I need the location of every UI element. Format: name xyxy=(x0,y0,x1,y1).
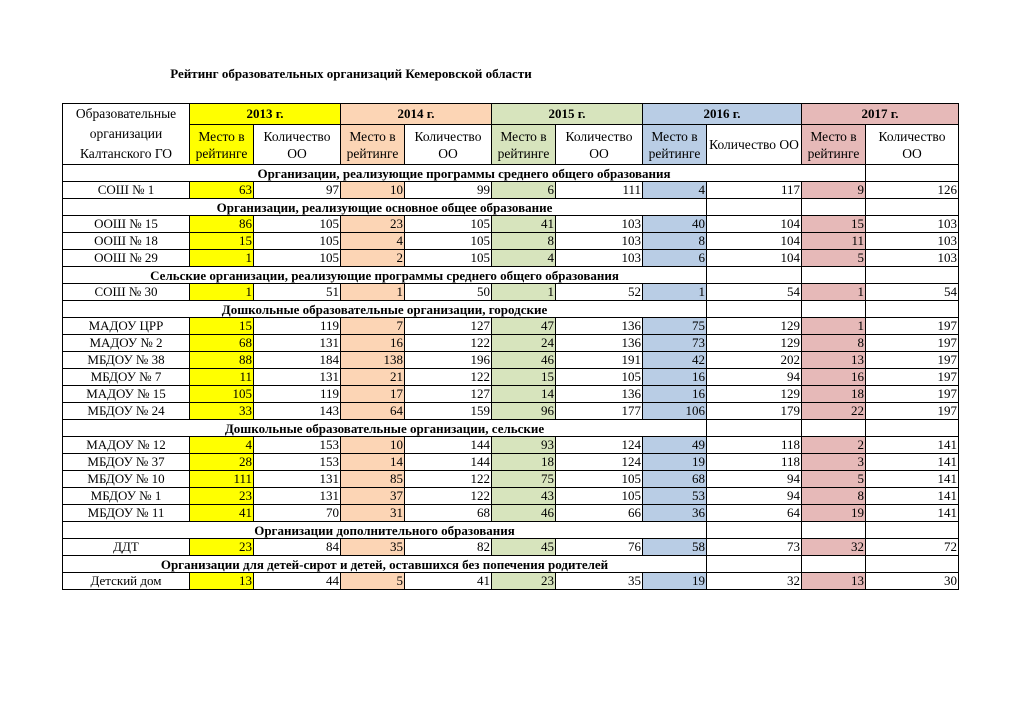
count-cell-2013: 119 xyxy=(254,318,341,335)
place-cell-2014: 16 xyxy=(341,335,405,352)
count-cell-2015: 136 xyxy=(556,386,643,403)
org-name: МАДОУ № 2 xyxy=(63,335,190,352)
place-cell-2015: 41 xyxy=(492,216,556,233)
count-cell-2017: 141 xyxy=(866,454,959,471)
count-cell-2014: 41 xyxy=(405,573,492,590)
org-column-header: Образовательные организации Калтанского ГО xyxy=(63,104,190,165)
place-cell-2013: 15 xyxy=(190,233,254,250)
place-cell-2013: 23 xyxy=(190,539,254,556)
blank-cell xyxy=(866,301,959,318)
place-cell-2014: 85 xyxy=(341,471,405,488)
place-cell-2015: 14 xyxy=(492,386,556,403)
count-cell-2016: 129 xyxy=(707,335,802,352)
count-header-2013: Количество ОО xyxy=(254,125,341,165)
place-header-2015: Место в рейтинге xyxy=(492,125,556,165)
place-cell-2017: 9 xyxy=(802,182,866,199)
org-name: ДДТ xyxy=(63,539,190,556)
blank-cell xyxy=(866,165,959,182)
place-cell-2015: 15 xyxy=(492,369,556,386)
place-cell-2017: 5 xyxy=(802,471,866,488)
count-cell-2013: 131 xyxy=(254,488,341,505)
place-cell-2014: 10 xyxy=(341,182,405,199)
place-cell-2015: 46 xyxy=(492,352,556,369)
count-cell-2015: 66 xyxy=(556,505,643,522)
count-cell-2017: 72 xyxy=(866,539,959,556)
blank-cell xyxy=(866,556,959,573)
blank-cell xyxy=(802,420,866,437)
blank-cell xyxy=(707,199,802,216)
count-cell-2014: 127 xyxy=(405,386,492,403)
section-row xyxy=(63,420,959,437)
count-cell-2014: 105 xyxy=(405,233,492,250)
place-cell-2015: 96 xyxy=(492,403,556,420)
place-cell-2014: 21 xyxy=(341,369,405,386)
count-cell-2016: 129 xyxy=(707,318,802,335)
count-cell-2017: 141 xyxy=(866,437,959,454)
place-cell-2016: 19 xyxy=(643,573,707,590)
count-cell-2016: 129 xyxy=(707,386,802,403)
place-cell-2015: 23 xyxy=(492,573,556,590)
place-cell-2016: 6 xyxy=(643,250,707,267)
count-header-2017: Количество ОО xyxy=(866,125,959,165)
blank-cell xyxy=(802,199,866,216)
count-cell-2015: 103 xyxy=(556,216,643,233)
count-header-2015: Количество ОО xyxy=(556,125,643,165)
place-cell-2013: 68 xyxy=(190,335,254,352)
place-cell-2014: 4 xyxy=(341,233,405,250)
table-row xyxy=(63,250,959,267)
year-header-2016: 2016 г. xyxy=(643,104,802,125)
place-cell-2015: 43 xyxy=(492,488,556,505)
count-cell-2017: 197 xyxy=(866,369,959,386)
org-name: МБДОУ № 37 xyxy=(63,454,190,471)
table-header xyxy=(63,104,959,165)
count-cell-2016: 117 xyxy=(707,182,802,199)
section-label: Организации, реализующие основное общее образование xyxy=(63,199,707,216)
count-cell-2013: 143 xyxy=(254,403,341,420)
count-cell-2014: 127 xyxy=(405,318,492,335)
table-row xyxy=(63,386,959,403)
count-cell-2016: 94 xyxy=(707,488,802,505)
place-cell-2013: 1 xyxy=(190,250,254,267)
blank-cell xyxy=(707,301,802,318)
count-cell-2016: 94 xyxy=(707,471,802,488)
count-cell-2017: 141 xyxy=(866,505,959,522)
blank-cell xyxy=(802,301,866,318)
count-cell-2015: 191 xyxy=(556,352,643,369)
place-cell-2016: 16 xyxy=(643,386,707,403)
org-name: ООШ № 15 xyxy=(63,216,190,233)
place-header-2013: Место в рейтинге xyxy=(190,125,254,165)
place-cell-2013: 41 xyxy=(190,505,254,522)
count-cell-2014: 105 xyxy=(405,250,492,267)
org-name: ООШ № 18 xyxy=(63,233,190,250)
count-cell-2015: 136 xyxy=(556,318,643,335)
document-title: Рейтинг образовательных организаций Кемеровской области xyxy=(170,66,532,81)
table-row xyxy=(63,437,959,454)
count-cell-2017: 54 xyxy=(866,284,959,301)
place-header-2017: Место в рейтинге xyxy=(802,125,866,165)
place-cell-2015: 8 xyxy=(492,233,556,250)
place-cell-2016: 1 xyxy=(643,284,707,301)
count-cell-2015: 103 xyxy=(556,250,643,267)
section-label: Организации для детей-сирот и детей, оставшихся без попечения родителей xyxy=(63,556,707,573)
count-cell-2016: 202 xyxy=(707,352,802,369)
place-cell-2015: 4 xyxy=(492,250,556,267)
place-cell-2013: 1 xyxy=(190,284,254,301)
place-cell-2016: 4 xyxy=(643,182,707,199)
section-row xyxy=(63,556,959,573)
count-cell-2014: 82 xyxy=(405,539,492,556)
count-cell-2016: 73 xyxy=(707,539,802,556)
year-header-2014: 2014 г. xyxy=(341,104,492,125)
section-label: Дошкольные образовательные организации, городские xyxy=(63,301,707,318)
place-cell-2015: 1 xyxy=(492,284,556,301)
place-cell-2014: 5 xyxy=(341,573,405,590)
org-name: МБДОУ № 7 xyxy=(63,369,190,386)
year-header-row xyxy=(63,104,959,125)
count-cell-2014: 50 xyxy=(405,284,492,301)
count-cell-2014: 99 xyxy=(405,182,492,199)
place-cell-2014: 7 xyxy=(341,318,405,335)
blank-cell xyxy=(802,522,866,539)
count-cell-2013: 131 xyxy=(254,369,341,386)
count-cell-2015: 52 xyxy=(556,284,643,301)
count-cell-2015: 76 xyxy=(556,539,643,556)
place-cell-2017: 5 xyxy=(802,250,866,267)
count-cell-2015: 124 xyxy=(556,454,643,471)
place-cell-2016: 16 xyxy=(643,369,707,386)
blank-cell xyxy=(802,556,866,573)
place-cell-2013: 28 xyxy=(190,454,254,471)
place-cell-2017: 13 xyxy=(802,573,866,590)
place-cell-2016: 8 xyxy=(643,233,707,250)
table-row xyxy=(63,403,959,420)
place-cell-2014: 64 xyxy=(341,403,405,420)
place-cell-2014: 138 xyxy=(341,352,405,369)
place-cell-2017: 32 xyxy=(802,539,866,556)
blank-cell xyxy=(866,199,959,216)
place-cell-2015: 6 xyxy=(492,182,556,199)
place-cell-2015: 18 xyxy=(492,454,556,471)
count-cell-2014: 144 xyxy=(405,454,492,471)
count-cell-2016: 94 xyxy=(707,369,802,386)
table-row xyxy=(63,284,959,301)
org-name: МБДОУ № 24 xyxy=(63,403,190,420)
table-row xyxy=(63,352,959,369)
place-cell-2017: 15 xyxy=(802,216,866,233)
place-cell-2016: 58 xyxy=(643,539,707,556)
blank-cell xyxy=(707,267,802,284)
place-cell-2016: 68 xyxy=(643,471,707,488)
count-cell-2015: 105 xyxy=(556,471,643,488)
place-cell-2013: 63 xyxy=(190,182,254,199)
place-cell-2017: 13 xyxy=(802,352,866,369)
section-row xyxy=(63,301,959,318)
org-name: МБДОУ № 10 xyxy=(63,471,190,488)
count-cell-2017: 103 xyxy=(866,250,959,267)
place-cell-2015: 47 xyxy=(492,318,556,335)
org-name: МАДОУ ЦРР xyxy=(63,318,190,335)
org-name: ООШ № 29 xyxy=(63,250,190,267)
subheader-row xyxy=(63,125,959,165)
place-cell-2017: 1 xyxy=(802,284,866,301)
count-cell-2017: 197 xyxy=(866,335,959,352)
count-cell-2016: 104 xyxy=(707,216,802,233)
count-cell-2017: 197 xyxy=(866,386,959,403)
place-cell-2016: 75 xyxy=(643,318,707,335)
place-cell-2017: 18 xyxy=(802,386,866,403)
count-cell-2014: 105 xyxy=(405,216,492,233)
place-cell-2016: 49 xyxy=(643,437,707,454)
place-cell-2013: 111 xyxy=(190,471,254,488)
count-cell-2014: 122 xyxy=(405,335,492,352)
blank-cell xyxy=(707,556,802,573)
place-header-2014: Место в рейтинге xyxy=(341,125,405,165)
table-row xyxy=(63,539,959,556)
place-cell-2014: 23 xyxy=(341,216,405,233)
count-header-2014: Количество ОО xyxy=(405,125,492,165)
place-cell-2013: 11 xyxy=(190,369,254,386)
table-row xyxy=(63,182,959,199)
section-row xyxy=(63,267,959,284)
count-cell-2013: 105 xyxy=(254,250,341,267)
org-name: СОШ № 1 xyxy=(63,182,190,199)
place-cell-2013: 15 xyxy=(190,318,254,335)
count-cell-2017: 126 xyxy=(866,182,959,199)
count-cell-2013: 131 xyxy=(254,471,341,488)
count-cell-2017: 141 xyxy=(866,471,959,488)
blank-cell xyxy=(707,522,802,539)
place-cell-2016: 53 xyxy=(643,488,707,505)
count-cell-2013: 184 xyxy=(254,352,341,369)
count-cell-2014: 159 xyxy=(405,403,492,420)
count-cell-2016: 118 xyxy=(707,454,802,471)
count-cell-2015: 103 xyxy=(556,233,643,250)
count-cell-2017: 103 xyxy=(866,233,959,250)
count-cell-2013: 131 xyxy=(254,335,341,352)
place-cell-2013: 86 xyxy=(190,216,254,233)
org-name: МБДОУ № 1 xyxy=(63,488,190,505)
count-cell-2016: 179 xyxy=(707,403,802,420)
count-cell-2014: 122 xyxy=(405,369,492,386)
count-cell-2015: 35 xyxy=(556,573,643,590)
blank-cell xyxy=(866,420,959,437)
count-cell-2017: 103 xyxy=(866,216,959,233)
count-cell-2015: 177 xyxy=(556,403,643,420)
count-cell-2015: 124 xyxy=(556,437,643,454)
year-header-2013: 2013 г. xyxy=(190,104,341,125)
rating-table xyxy=(62,103,959,590)
count-cell-2015: 111 xyxy=(556,182,643,199)
count-cell-2017: 30 xyxy=(866,573,959,590)
place-cell-2015: 46 xyxy=(492,505,556,522)
org-name: МАДОУ № 12 xyxy=(63,437,190,454)
org-name: Детский дом xyxy=(63,573,190,590)
place-cell-2014: 17 xyxy=(341,386,405,403)
place-cell-2014: 37 xyxy=(341,488,405,505)
count-cell-2014: 68 xyxy=(405,505,492,522)
place-cell-2017: 8 xyxy=(802,335,866,352)
count-cell-2016: 104 xyxy=(707,250,802,267)
table-row xyxy=(63,369,959,386)
place-cell-2014: 31 xyxy=(341,505,405,522)
place-header-2016: Место в рейтинге xyxy=(643,125,707,165)
count-cell-2013: 105 xyxy=(254,233,341,250)
count-cell-2013: 97 xyxy=(254,182,341,199)
count-cell-2017: 197 xyxy=(866,318,959,335)
place-cell-2017: 3 xyxy=(802,454,866,471)
count-cell-2013: 70 xyxy=(254,505,341,522)
table-row xyxy=(63,233,959,250)
place-cell-2014: 1 xyxy=(341,284,405,301)
place-cell-2014: 10 xyxy=(341,437,405,454)
count-cell-2013: 153 xyxy=(254,454,341,471)
blank-cell xyxy=(866,267,959,284)
place-cell-2015: 24 xyxy=(492,335,556,352)
count-cell-2013: 119 xyxy=(254,386,341,403)
section-row xyxy=(63,522,959,539)
count-cell-2017: 197 xyxy=(866,352,959,369)
org-name: МБДОУ № 11 xyxy=(63,505,190,522)
place-cell-2013: 88 xyxy=(190,352,254,369)
place-cell-2017: 22 xyxy=(802,403,866,420)
count-cell-2013: 44 xyxy=(254,573,341,590)
section-row xyxy=(63,199,959,216)
place-cell-2016: 19 xyxy=(643,454,707,471)
section-label: Сельские организации, реализующие программы среднего общего образования xyxy=(63,267,707,284)
table-body xyxy=(63,165,959,590)
count-cell-2016: 32 xyxy=(707,573,802,590)
count-cell-2014: 196 xyxy=(405,352,492,369)
place-cell-2013: 33 xyxy=(190,403,254,420)
place-cell-2016: 42 xyxy=(643,352,707,369)
place-cell-2016: 73 xyxy=(643,335,707,352)
section-label: Организации, реализующие программы среднего общего образования xyxy=(63,165,866,182)
blank-cell xyxy=(802,267,866,284)
section-row xyxy=(63,165,959,182)
count-cell-2013: 51 xyxy=(254,284,341,301)
count-cell-2016: 118 xyxy=(707,437,802,454)
org-name: МБДОУ № 38 xyxy=(63,352,190,369)
year-header-2017: 2017 г. xyxy=(802,104,959,125)
blank-cell xyxy=(707,420,802,437)
count-header-2016: Количество ОО xyxy=(707,125,802,165)
section-label: Организации дополнительного образования xyxy=(63,522,707,539)
place-cell-2017: 11 xyxy=(802,233,866,250)
year-header-2015: 2015 г. xyxy=(492,104,643,125)
count-cell-2014: 122 xyxy=(405,488,492,505)
count-cell-2015: 136 xyxy=(556,335,643,352)
place-cell-2014: 14 xyxy=(341,454,405,471)
count-cell-2013: 105 xyxy=(254,216,341,233)
place-cell-2014: 35 xyxy=(341,539,405,556)
place-cell-2013: 23 xyxy=(190,488,254,505)
count-cell-2014: 122 xyxy=(405,471,492,488)
table-row xyxy=(63,505,959,522)
place-cell-2015: 93 xyxy=(492,437,556,454)
count-cell-2013: 84 xyxy=(254,539,341,556)
place-cell-2017: 8 xyxy=(802,488,866,505)
table-row xyxy=(63,454,959,471)
count-cell-2015: 105 xyxy=(556,369,643,386)
place-cell-2017: 2 xyxy=(802,437,866,454)
table-row xyxy=(63,318,959,335)
count-cell-2013: 153 xyxy=(254,437,341,454)
place-cell-2013: 4 xyxy=(190,437,254,454)
place-cell-2015: 45 xyxy=(492,539,556,556)
count-cell-2016: 64 xyxy=(707,505,802,522)
org-name: СОШ № 30 xyxy=(63,284,190,301)
place-cell-2017: 1 xyxy=(802,318,866,335)
place-cell-2014: 2 xyxy=(341,250,405,267)
section-label: Дошкольные образовательные организации, сельские xyxy=(63,420,707,437)
blank-cell xyxy=(866,522,959,539)
place-cell-2017: 19 xyxy=(802,505,866,522)
place-cell-2013: 13 xyxy=(190,573,254,590)
place-cell-2016: 40 xyxy=(643,216,707,233)
place-cell-2016: 36 xyxy=(643,505,707,522)
table-row xyxy=(63,573,959,590)
count-cell-2015: 105 xyxy=(556,488,643,505)
count-cell-2017: 197 xyxy=(866,403,959,420)
place-cell-2017: 16 xyxy=(802,369,866,386)
count-cell-2014: 144 xyxy=(405,437,492,454)
place-cell-2016: 106 xyxy=(643,403,707,420)
count-cell-2016: 104 xyxy=(707,233,802,250)
place-cell-2015: 75 xyxy=(492,471,556,488)
place-cell-2013: 105 xyxy=(190,386,254,403)
table-row xyxy=(63,488,959,505)
org-name: МАДОУ № 15 xyxy=(63,386,190,403)
table-row xyxy=(63,471,959,488)
count-cell-2017: 141 xyxy=(866,488,959,505)
table-row xyxy=(63,216,959,233)
count-cell-2016: 54 xyxy=(707,284,802,301)
table-row xyxy=(63,335,959,352)
